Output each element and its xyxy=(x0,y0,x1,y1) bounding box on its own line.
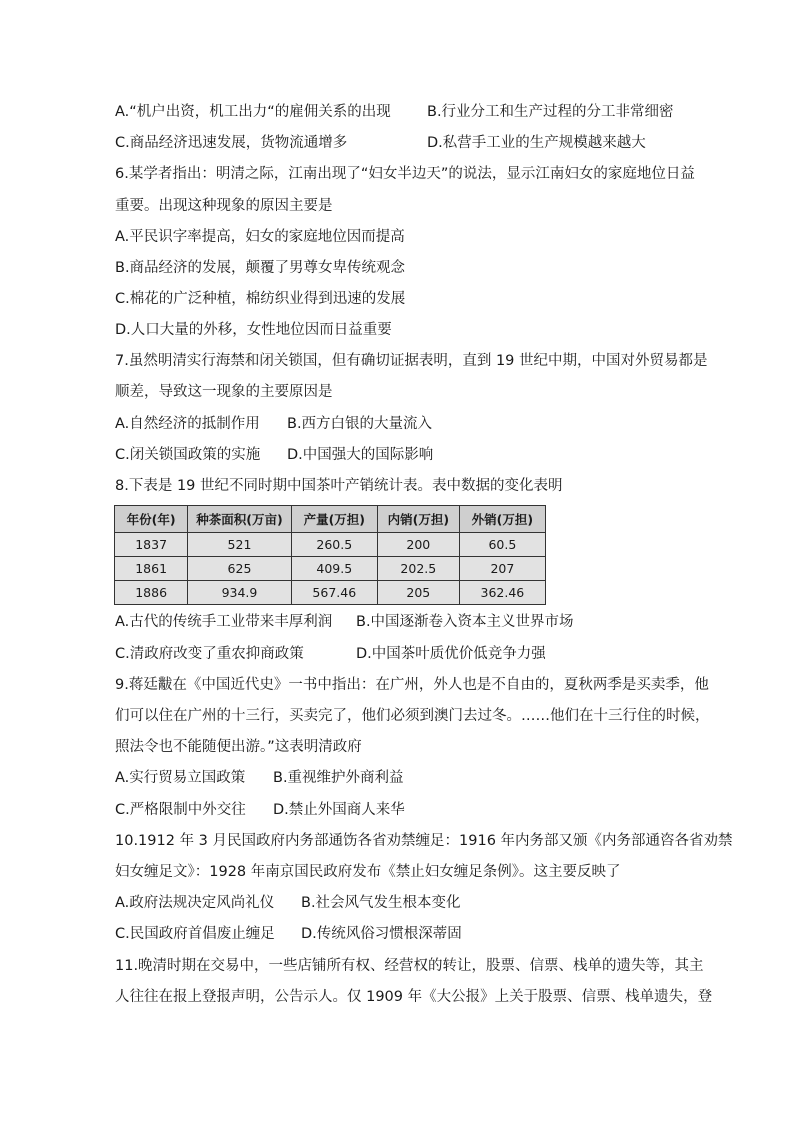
tea-statistics-table xyxy=(114,505,546,605)
header-export: 外销(万担) xyxy=(459,506,545,533)
table-cell: 1837 xyxy=(115,533,188,557)
q10-stem-line1: 10.1912 年 3 月民国政府内务部通饬各省劝禁缠足：1916 年内务部又颁《内务部通咨各省劝禁 xyxy=(115,833,733,849)
table-cell: 934.9 xyxy=(188,581,291,605)
table-cell: 362.46 xyxy=(459,581,545,605)
q10-stem-line2: 妇女缠足文》：1928 年南京国民政府发布《禁止妇女缠足条例》。这主要反映了 xyxy=(115,864,621,880)
header-year: 年份(年) xyxy=(115,506,188,533)
header-area: 种茶面积(万亩) xyxy=(188,506,291,533)
q5-option-c: C.商品经济迅速发展，货物流通增多 xyxy=(115,135,348,151)
q7-option-d: D.中国强大的国际影响 xyxy=(287,447,434,463)
q6-stem-line2: 重要。出现这种现象的原因主要是 xyxy=(115,198,333,214)
table-cell: 205 xyxy=(377,581,459,605)
table-header-row xyxy=(115,506,546,533)
q7-stem-line1: 7.虽然明清实行海禁和闭关锁国，但有确切证据表明，直到 19 世纪中期，中国对外贸易都是 xyxy=(115,353,708,369)
q6-option-c: C.棉花的广泛种植，棉纺织业得到迅速的发展 xyxy=(115,291,406,307)
q5-option-b: B.行业分工和生产过程的分工非常细密 xyxy=(427,104,674,120)
table-cell: 207 xyxy=(459,557,545,581)
q7-option-b: B.西方白银的大量流入 xyxy=(287,416,433,432)
table-cell: 625 xyxy=(188,557,291,581)
table-cell: 200 xyxy=(377,533,459,557)
q9-option-c: C.严格限制中外交往 xyxy=(115,802,246,818)
table-cell: 60.5 xyxy=(459,533,545,557)
q9-stem-line1: 9.蒋廷黻在《中国近代史》一书中指出：在广州，外人也是不自由的，夏秋两季是买卖季，他 xyxy=(115,677,709,693)
q8-stem: 8.下表是 19 世纪不同时期中国茶叶产销统计表。表中数据的变化表明 xyxy=(115,478,563,494)
table-cell: 567.46 xyxy=(291,581,377,605)
q7-option-c: C.闭关锁国政策的实施 xyxy=(115,447,261,463)
q6-option-b: B.商品经济的发展，颠覆了男尊女卑传统观念 xyxy=(115,260,406,276)
table-cell: 1861 xyxy=(115,557,188,581)
q10-option-c: C.民国政府首倡废止缠足 xyxy=(115,926,275,942)
q6-option-a: A.平民识字率提高，妇女的家庭地位因而提高 xyxy=(115,229,405,245)
q8-option-a: A.古代的传统手工业带来丰厚利润 xyxy=(115,614,333,630)
q6-stem-line1: 6.某学者指出：明清之际，江南出现了“妇女半边天”的说法，显示江南妇女的家庭地位日益 xyxy=(115,166,695,182)
table-row xyxy=(115,581,546,605)
q9-stem-line2: 们可以住在广州的十三行，买卖完了，他们必须到澳门去过冬。……他们在十三行住的时候， xyxy=(115,708,710,724)
q7-stem-line2: 顺差，导致这一现象的主要原因是 xyxy=(115,384,333,400)
table-row xyxy=(115,557,546,581)
q11-stem-line1: 11.晚清时期在交易中，一些店铺所有权、经营权的转让，股票、信票、栈单的遗失等，其主 xyxy=(115,958,704,974)
q8-option-b: B.中国逐渐卷入资本主义世界市场 xyxy=(356,614,574,630)
table-row xyxy=(115,533,546,557)
table-cell: 521 xyxy=(188,533,291,557)
q9-option-d: D.禁止外国商人来华 xyxy=(273,802,405,818)
table-cell: 1886 xyxy=(115,581,188,605)
table-cell: 409.5 xyxy=(291,557,377,581)
q11-stem-line2: 人往往在报上登报声明，公告示人。仅 1909 年《大公报》上关于股票、信票、栈单遗失，登 xyxy=(115,989,713,1005)
q10-option-b: B.社会风气发生根本变化 xyxy=(301,895,461,911)
q5-option-d: D.私营手工业的生产规模越来越大 xyxy=(427,135,646,151)
q10-option-d: D.传统风俗习惯根深蒂固 xyxy=(301,926,462,942)
header-domestic: 内销(万担) xyxy=(377,506,459,533)
table-cell: 260.5 xyxy=(291,533,377,557)
table-cell: 202.5 xyxy=(377,557,459,581)
q9-option-a: A.实行贸易立国政策 xyxy=(115,770,246,786)
header-output: 产量(万担) xyxy=(291,506,377,533)
q8-option-c: C.清政府改变了重农抑商政策 xyxy=(115,646,304,662)
q5-option-a: A.“机户出资，机工出力“的雇佣关系的出现 xyxy=(115,104,391,120)
q7-option-a: A.自然经济的抵制作用 xyxy=(115,416,260,432)
q8-option-d: D.中国茶叶质优价低竞争力强 xyxy=(356,646,546,662)
q10-option-a: A.政府法规决定风尚礼仪 xyxy=(115,895,275,911)
q9-stem-line3: 照法令也不能随便出游。”这表明清政府 xyxy=(115,739,362,755)
q6-option-d: D.人口大量的外移，女性地位因而日益重要 xyxy=(115,322,392,338)
q9-option-b: B.重视维护外商利益 xyxy=(273,770,404,786)
